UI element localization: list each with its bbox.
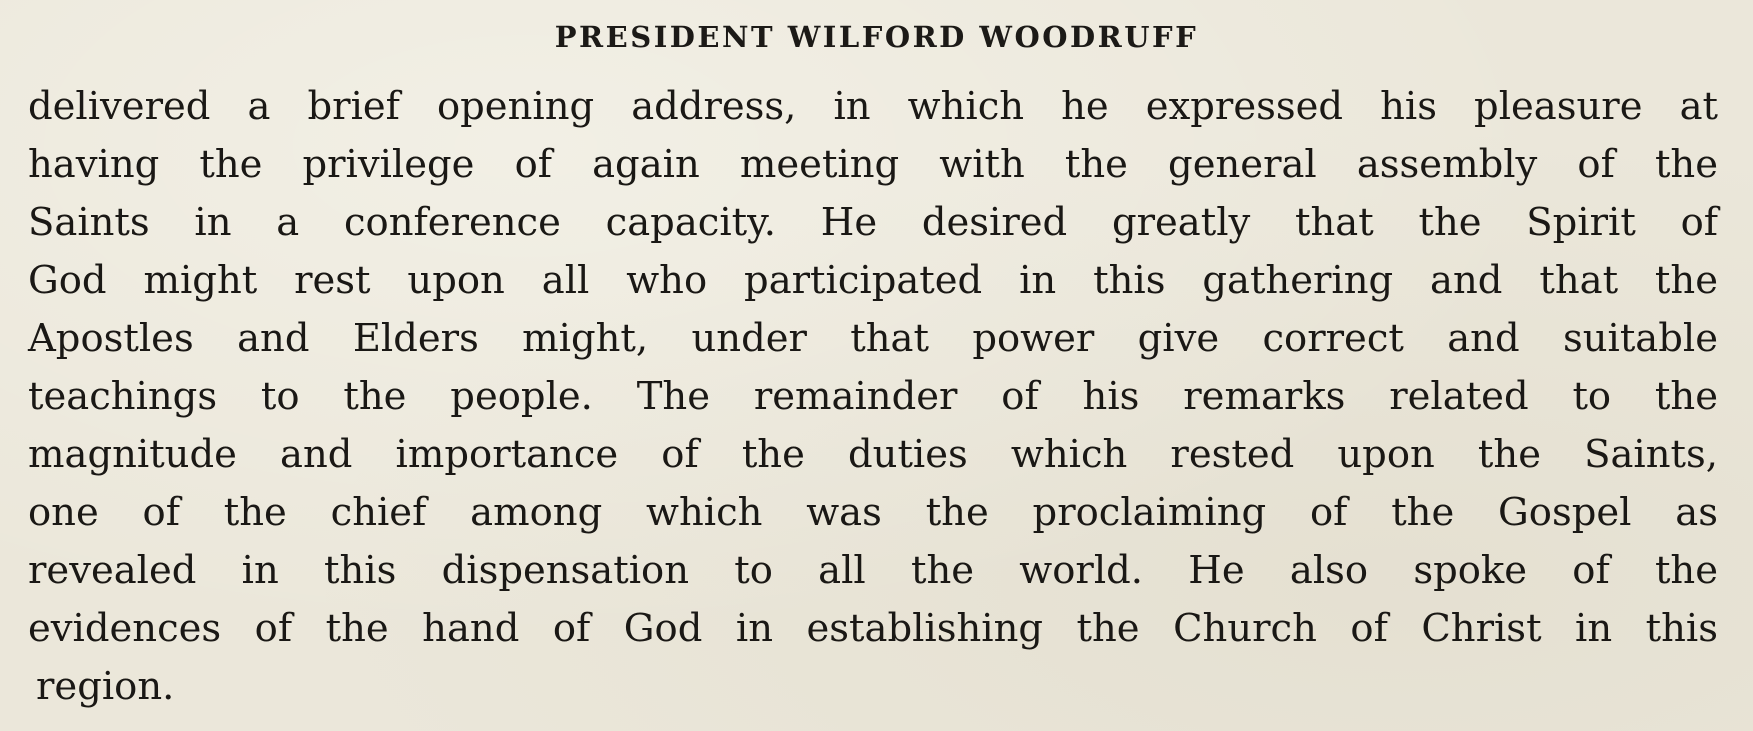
text-line: Apostles and Elders might, under that power give correct and suitable <box>28 316 1718 361</box>
text-line: having the privilege of again meeting with the general assembly of the <box>28 142 1718 187</box>
text-line: evidences of the hand of God in establishing the Church of Christ in this <box>28 606 1718 651</box>
text-line: delivered a brief opening address, in which he expressed his pleasure at <box>28 84 1718 129</box>
text-line: God might rest upon all who participated in this gathering and that the <box>28 258 1718 303</box>
page-heading: PRESIDENT WILFORD WOODRUFF <box>554 20 1199 54</box>
text-line: Saints in a conference capacity. He desired greatly that the Spirit of <box>28 200 1718 245</box>
text-line: magnitude and importance of the duties which rested upon the Saints, <box>28 432 1718 477</box>
text-line: region. <box>36 664 175 709</box>
text-line: teachings to the people. The remainder of his remarks related to the <box>28 374 1718 419</box>
body-paragraph <box>28 78 1718 716</box>
text-line: one of the chief among which was the proclaiming of the Gospel as <box>28 490 1718 535</box>
text-line: revealed in this dispensation to all the world. He also spoke of the <box>28 548 1718 593</box>
